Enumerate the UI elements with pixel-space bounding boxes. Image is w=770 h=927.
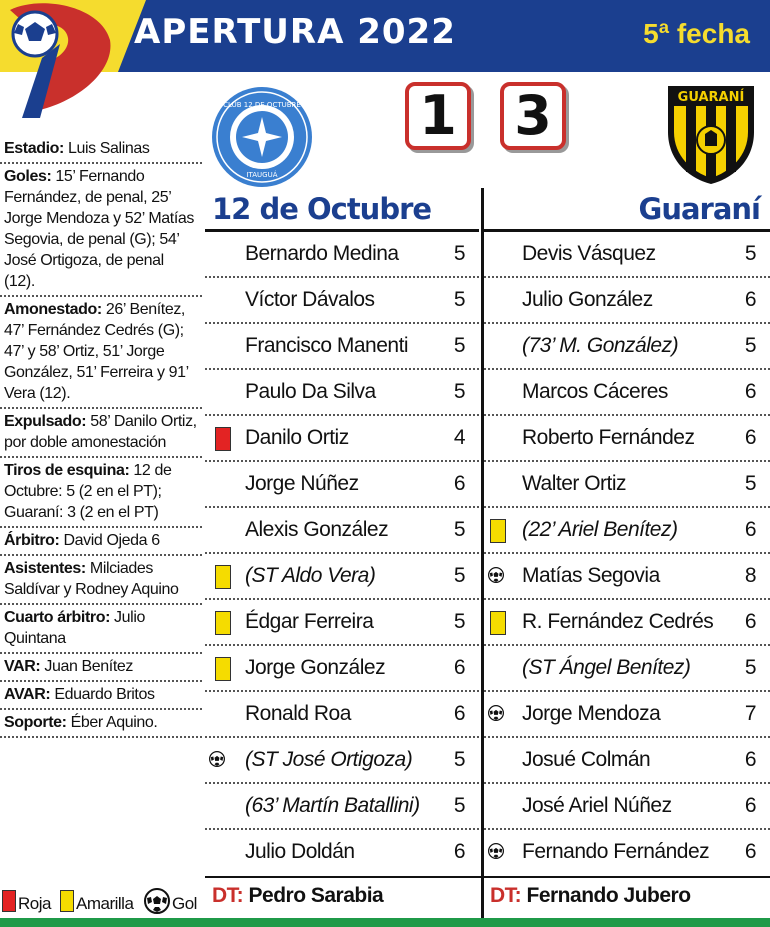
info-value: 15’ Fernando Fernández, de penal, 25’ Jorge Mendoza y 52’ Matías Segovia, de penal (G); 54’ José Ortigoza, de penal (12). bbox=[4, 168, 194, 290]
player-row bbox=[205, 324, 479, 370]
player-name: Jorge González bbox=[245, 656, 386, 679]
player-row bbox=[205, 278, 479, 324]
home-score: 1 bbox=[405, 82, 471, 150]
player-row bbox=[484, 554, 770, 600]
player-name: Édgar Ferreira bbox=[245, 610, 374, 633]
player-name: Jorge Mendoza bbox=[522, 702, 661, 725]
soccer-ball-icon bbox=[144, 888, 170, 914]
tournament-title: APERTURA 2022 bbox=[134, 12, 456, 52]
info-key: Soporte: bbox=[4, 714, 67, 731]
info-value: Luis Salinas bbox=[63, 140, 150, 157]
info-item bbox=[0, 605, 202, 654]
player-rating: 5 bbox=[744, 472, 756, 495]
player-name: (22’ Ariel Benítez) bbox=[522, 518, 678, 541]
player-row bbox=[205, 646, 479, 692]
legend-red-label: Roja bbox=[18, 894, 51, 913]
yellow-card-icon bbox=[215, 611, 231, 635]
player-name: Josué Colmán bbox=[522, 748, 651, 771]
goal-ball-icon bbox=[488, 701, 504, 725]
league-logo bbox=[0, 0, 118, 120]
info-key: Cuarto árbitro: bbox=[4, 609, 111, 626]
player-rating: 6 bbox=[453, 702, 465, 725]
player-name: Matías Segovia bbox=[522, 564, 660, 587]
player-row bbox=[205, 232, 479, 278]
player-row bbox=[205, 830, 479, 876]
player-rating: 6 bbox=[453, 840, 465, 863]
player-rating: 8 bbox=[744, 564, 756, 587]
player-name: (63’ Martín Batallini) bbox=[245, 794, 420, 817]
legend-yellow-label: Amarilla bbox=[76, 894, 134, 913]
home-coach-label: DT: bbox=[212, 884, 244, 907]
match-info-panel bbox=[0, 136, 202, 738]
player-rating: 6 bbox=[744, 288, 756, 311]
svg-text:ITAUGUÁ: ITAUGUÁ bbox=[246, 171, 278, 179]
player-row bbox=[205, 692, 479, 738]
player-name: (73’ M. González) bbox=[522, 334, 679, 357]
player-rating: 5 bbox=[453, 794, 465, 817]
player-row bbox=[484, 738, 770, 784]
player-name: Bernardo Medina bbox=[245, 242, 399, 265]
red-card-icon bbox=[215, 427, 231, 451]
player-name: R. Fernández Cedrés bbox=[522, 610, 714, 633]
player-row bbox=[484, 278, 770, 324]
player-name: Walter Ortiz bbox=[522, 472, 627, 495]
player-row bbox=[484, 232, 770, 278]
info-item bbox=[0, 136, 202, 164]
home-team-crest bbox=[210, 85, 314, 189]
info-item bbox=[0, 682, 202, 710]
info-key: Asistentes: bbox=[4, 560, 86, 577]
player-rating: 5 bbox=[744, 334, 756, 357]
player-name: Víctor Dávalos bbox=[245, 288, 375, 311]
away-coach-name: Fernando Jubero bbox=[521, 884, 691, 907]
info-item bbox=[0, 409, 202, 458]
svg-text:GUARANÍ: GUARANÍ bbox=[677, 90, 745, 105]
player-name: Jorge Núñez bbox=[245, 472, 359, 495]
info-item bbox=[0, 164, 202, 297]
away-score: 3 bbox=[500, 82, 566, 150]
player-row bbox=[205, 416, 479, 462]
red-card-icon bbox=[2, 890, 16, 912]
player-name: Devis Vásquez bbox=[522, 242, 656, 265]
info-key: Árbitro: bbox=[4, 532, 60, 549]
coach-rule bbox=[205, 876, 770, 878]
svg-text:CLUB 12 DE OCTUBRE: CLUB 12 DE OCTUBRE bbox=[223, 101, 301, 109]
info-value: Juan Benítez bbox=[40, 658, 133, 675]
yellow-card-icon bbox=[215, 565, 231, 589]
player-rating: 5 bbox=[744, 242, 756, 265]
away-lineup bbox=[484, 232, 770, 876]
info-value: 58’ Danilo Ortiz, por doble amonestación bbox=[4, 413, 197, 451]
yellow-card-icon bbox=[215, 657, 231, 681]
player-name: Marcos Cáceres bbox=[522, 380, 668, 403]
player-row bbox=[205, 738, 479, 784]
info-key: Amonestado: bbox=[4, 301, 102, 318]
away-coach bbox=[490, 884, 691, 908]
home-coach-name: Pedro Sarabia bbox=[243, 884, 384, 907]
player-rating: 5 bbox=[453, 610, 465, 633]
player-rating: 6 bbox=[744, 380, 756, 403]
player-rating: 5 bbox=[453, 748, 465, 771]
player-row bbox=[484, 692, 770, 738]
player-row bbox=[205, 462, 479, 508]
player-name: José Ariel Núñez bbox=[522, 794, 672, 817]
player-name: (ST Aldo Vera) bbox=[245, 564, 376, 587]
player-row bbox=[484, 416, 770, 462]
player-row bbox=[484, 600, 770, 646]
player-row bbox=[484, 784, 770, 830]
info-value: Julio Quintana bbox=[4, 609, 145, 647]
player-rating: 6 bbox=[744, 610, 756, 633]
info-value: 26’ Benítez, 47’ Fernández Cedrés (G); 47’ y 58’ Ortiz, 51’ Jorge González, 51’ Ferreira y 91’ Vera (12). bbox=[4, 301, 189, 402]
player-row bbox=[484, 370, 770, 416]
player-name: (ST Ángel Benítez) bbox=[522, 656, 691, 679]
goal-ball-icon bbox=[488, 839, 504, 863]
player-name: Ronald Roa bbox=[245, 702, 351, 725]
info-item bbox=[0, 458, 202, 528]
goal-ball-icon bbox=[209, 747, 225, 771]
player-row bbox=[205, 554, 479, 600]
player-row bbox=[484, 508, 770, 554]
player-rating: 5 bbox=[744, 656, 756, 679]
player-name: Julio González bbox=[522, 288, 653, 311]
info-key: Tiros de esquina: bbox=[4, 462, 130, 479]
player-name: Paulo Da Silva bbox=[245, 380, 376, 403]
away-team-name: Guaraní bbox=[638, 192, 760, 226]
player-name: (ST José Ortigoza) bbox=[245, 748, 413, 771]
info-key: VAR: bbox=[4, 658, 41, 675]
player-name: Danilo Ortiz bbox=[245, 426, 349, 449]
away-team-crest bbox=[664, 82, 758, 186]
info-key: AVAR: bbox=[4, 686, 51, 703]
home-coach bbox=[212, 884, 383, 908]
goal-ball-icon bbox=[488, 563, 504, 587]
yellow-card-icon bbox=[60, 890, 74, 912]
info-value: 12 de Octubre: 5 (2 en el PT); Guaraní: 3 (2 en el PT) bbox=[4, 462, 172, 521]
player-rating: 6 bbox=[453, 656, 465, 679]
info-item bbox=[0, 654, 202, 682]
yellow-card-icon bbox=[490, 519, 506, 543]
yellow-card-icon bbox=[490, 611, 506, 635]
player-row bbox=[205, 600, 479, 646]
info-item bbox=[0, 297, 202, 409]
home-lineup bbox=[205, 232, 479, 876]
footer-bar bbox=[0, 918, 770, 927]
info-value: Eduardo Britos bbox=[50, 686, 155, 703]
player-rating: 6 bbox=[744, 794, 756, 817]
player-rating: 5 bbox=[453, 380, 465, 403]
player-name: Julio Doldán bbox=[245, 840, 355, 863]
legend bbox=[0, 884, 202, 918]
home-team-name: 12 de Octubre bbox=[212, 192, 432, 226]
player-name: Alexis González bbox=[245, 518, 389, 541]
player-row bbox=[205, 370, 479, 416]
player-rating: 7 bbox=[744, 702, 756, 725]
player-row bbox=[484, 830, 770, 876]
player-rating: 6 bbox=[744, 840, 756, 863]
player-rating: 5 bbox=[453, 334, 465, 357]
info-item bbox=[0, 556, 202, 605]
info-key: Goles: bbox=[4, 168, 52, 185]
matchday-label: 5ª fecha bbox=[643, 18, 750, 49]
player-row bbox=[205, 784, 479, 830]
away-coach-label: DT: bbox=[490, 884, 522, 907]
player-rating: 5 bbox=[453, 564, 465, 587]
info-value: Éber Aquino. bbox=[66, 714, 158, 731]
player-rating: 6 bbox=[453, 472, 465, 495]
player-rating: 5 bbox=[453, 518, 465, 541]
player-name: Francisco Manenti bbox=[245, 334, 409, 357]
info-value: David Ojeda 6 bbox=[59, 532, 160, 549]
info-item bbox=[0, 710, 202, 738]
player-rating: 5 bbox=[453, 288, 465, 311]
player-rating: 6 bbox=[744, 426, 756, 449]
player-name: Roberto Fernández bbox=[522, 426, 695, 449]
legend-goal-label: Gol bbox=[172, 894, 197, 913]
player-row bbox=[484, 462, 770, 508]
player-rating: 6 bbox=[744, 518, 756, 541]
player-rating: 5 bbox=[453, 242, 465, 265]
info-value: Milciades Saldívar y Rodney Aquino bbox=[4, 560, 179, 598]
player-rating: 4 bbox=[453, 426, 465, 449]
player-row bbox=[484, 324, 770, 370]
player-row bbox=[484, 646, 770, 692]
player-row bbox=[205, 508, 479, 554]
info-item bbox=[0, 528, 202, 556]
info-key: Expulsado: bbox=[4, 413, 87, 430]
info-key: Estadio: bbox=[4, 140, 64, 157]
player-name: Fernando Fernández bbox=[522, 840, 710, 863]
player-rating: 6 bbox=[744, 748, 756, 771]
